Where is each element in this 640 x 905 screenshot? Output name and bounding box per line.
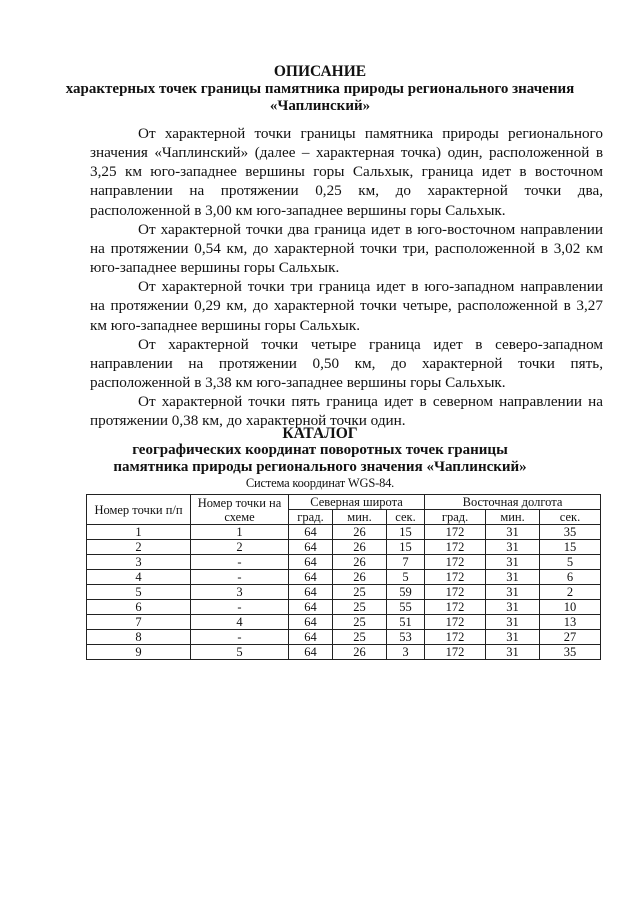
table-cell: 3 xyxy=(87,555,191,570)
header-scheme-number: Номер точки на схеме xyxy=(191,495,289,525)
table-row xyxy=(87,630,601,645)
header-east-longitude: Восточная долгота xyxy=(425,495,601,510)
table-cell: 172 xyxy=(425,585,486,600)
coordinates-table xyxy=(86,494,601,660)
table-cell: 64 xyxy=(289,540,333,555)
table-cell: 172 xyxy=(425,570,486,585)
description-heading: ОПИСАНИЕ xyxy=(273,63,367,80)
catalog-heading: КАТАЛОГ xyxy=(282,425,358,442)
table-cell: 64 xyxy=(289,555,333,570)
table-cell: 26 xyxy=(333,525,387,540)
table-row xyxy=(87,570,601,585)
table-cell: 53 xyxy=(387,630,425,645)
table-cell: 64 xyxy=(289,645,333,660)
header-north-latitude: Северная широта xyxy=(289,495,425,510)
table-cell: 10 xyxy=(540,600,601,615)
table-cell: 25 xyxy=(333,630,387,645)
table-cell: 35 xyxy=(540,525,601,540)
description-subheading-name: «Чаплинский» xyxy=(269,98,371,114)
header-lat-deg: град. xyxy=(289,510,333,525)
table-cell: 31 xyxy=(486,600,540,615)
table-cell: 64 xyxy=(289,570,333,585)
table-cell: 5 xyxy=(540,555,601,570)
table-cell: 1 xyxy=(191,525,289,540)
table-cell: 25 xyxy=(333,600,387,615)
table-cell: 3 xyxy=(191,585,289,600)
table-cell: 31 xyxy=(486,615,540,630)
table-cell: 25 xyxy=(333,615,387,630)
table-cell: 64 xyxy=(289,600,333,615)
table-cell: 7 xyxy=(87,615,191,630)
table-cell: 31 xyxy=(486,585,540,600)
description-paragraph: От характерной точки четыре граница идет в северо-западном направлении на протяжении 0,50 км, до характерной точки пять, расположенной в 3,38 км юго-западнее вершины горы Сальхык. xyxy=(90,335,603,392)
table-cell: 15 xyxy=(387,540,425,555)
header-lat-min: мин. xyxy=(333,510,387,525)
table-cell: 172 xyxy=(425,555,486,570)
table-cell: 26 xyxy=(333,570,387,585)
header-lon-sec: сек. xyxy=(540,510,601,525)
table-row xyxy=(87,615,601,630)
table-cell: 64 xyxy=(289,585,333,600)
table-cell: 8 xyxy=(87,630,191,645)
table-cell: 2 xyxy=(87,540,191,555)
coordinate-system-caption: Система координат WGS-84. xyxy=(245,476,395,490)
table-cell: 31 xyxy=(486,570,540,585)
description-paragraph: От характерной точки два граница идет в юго-восточном направлении на протяжении 0,54 км, до характерной точки три, расположенной в 3,02 км юго-западнее вершины горы Сальхык. xyxy=(90,220,603,277)
table-cell: 59 xyxy=(387,585,425,600)
table-cell: 55 xyxy=(387,600,425,615)
table-cell: - xyxy=(191,555,289,570)
table-cell: 172 xyxy=(425,525,486,540)
table-cell: 31 xyxy=(486,525,540,540)
table-cell: 2 xyxy=(191,540,289,555)
catalog-subheading: географических координат поворотных точек границы xyxy=(132,442,508,458)
table-cell: 31 xyxy=(486,555,540,570)
table-cell: 13 xyxy=(540,615,601,630)
table-cell: 51 xyxy=(387,615,425,630)
table-cell: 64 xyxy=(289,630,333,645)
table-row xyxy=(87,600,601,615)
table-row xyxy=(87,645,601,660)
table-row xyxy=(87,555,601,570)
table-cell: 172 xyxy=(425,630,486,645)
table-cell: 31 xyxy=(486,630,540,645)
table-cell: 172 xyxy=(425,540,486,555)
table-cell: - xyxy=(191,630,289,645)
table-cell: 64 xyxy=(289,525,333,540)
table-cell: 5 xyxy=(387,570,425,585)
table-cell: - xyxy=(191,570,289,585)
table-cell: 172 xyxy=(425,615,486,630)
header-lat-sec: сек. xyxy=(387,510,425,525)
table-cell: 1 xyxy=(87,525,191,540)
table-cell: 27 xyxy=(540,630,601,645)
table-cell: 35 xyxy=(540,645,601,660)
table-cell: 5 xyxy=(87,585,191,600)
table-cell: 15 xyxy=(387,525,425,540)
description-paragraph: От характерной точки границы памятника природы регионального значения «Чаплинский» (далее – характерная точка) один, расположенной в 3,25 км юго-западнее вершины горы Сальхык, граница идет в восточном направлении на протяжении 0,25 км, до характерной точки два, расположенной в 3,00 км юго-западнее вершины горы Сальхык. xyxy=(90,125,603,219)
table-cell: 7 xyxy=(387,555,425,570)
table-cell: 15 xyxy=(540,540,601,555)
table-cell: 4 xyxy=(87,570,191,585)
header-point-number: Номер точки п/п xyxy=(87,495,191,525)
table-cell: 31 xyxy=(486,540,540,555)
table-row xyxy=(87,525,601,540)
table-cell: 3 xyxy=(387,645,425,660)
table-cell: 2 xyxy=(540,585,601,600)
header-lon-deg: град. xyxy=(425,510,486,525)
header-lon-min: мин. xyxy=(486,510,540,525)
table-cell: - xyxy=(191,600,289,615)
table-row xyxy=(87,540,601,555)
table-row xyxy=(87,585,601,600)
table-cell: 64 xyxy=(289,615,333,630)
description-paragraph: От характерной точки пять граница идет в северном направлении на протяжении 0,38 км, до характерной точки один. xyxy=(90,393,603,430)
description-body xyxy=(90,124,603,431)
table-cell: 6 xyxy=(87,600,191,615)
table-cell: 31 xyxy=(486,645,540,660)
table-cell: 4 xyxy=(191,615,289,630)
table-cell: 172 xyxy=(425,600,486,615)
table-cell: 26 xyxy=(333,555,387,570)
table-cell: 6 xyxy=(540,570,601,585)
catalog-subheading-name: памятника природы регионального значения «Чаплинский» xyxy=(113,459,527,475)
table-cell: 5 xyxy=(191,645,289,660)
table-cell: 172 xyxy=(425,645,486,660)
table-cell: 26 xyxy=(333,645,387,660)
coordinates-table-body xyxy=(87,525,601,660)
table-cell: 26 xyxy=(333,540,387,555)
description-subheading: характерных точек границы памятника природы регионального значения xyxy=(65,81,575,97)
table-cell: 25 xyxy=(333,585,387,600)
table-cell: 9 xyxy=(87,645,191,660)
description-paragraph: От характерной точки три граница идет в юго-западном направлении на протяжении 0,29 км, до характерной точки четыре, расположенной в 3,27 км юго-западнее вершины горы Сальхык. xyxy=(90,278,603,334)
